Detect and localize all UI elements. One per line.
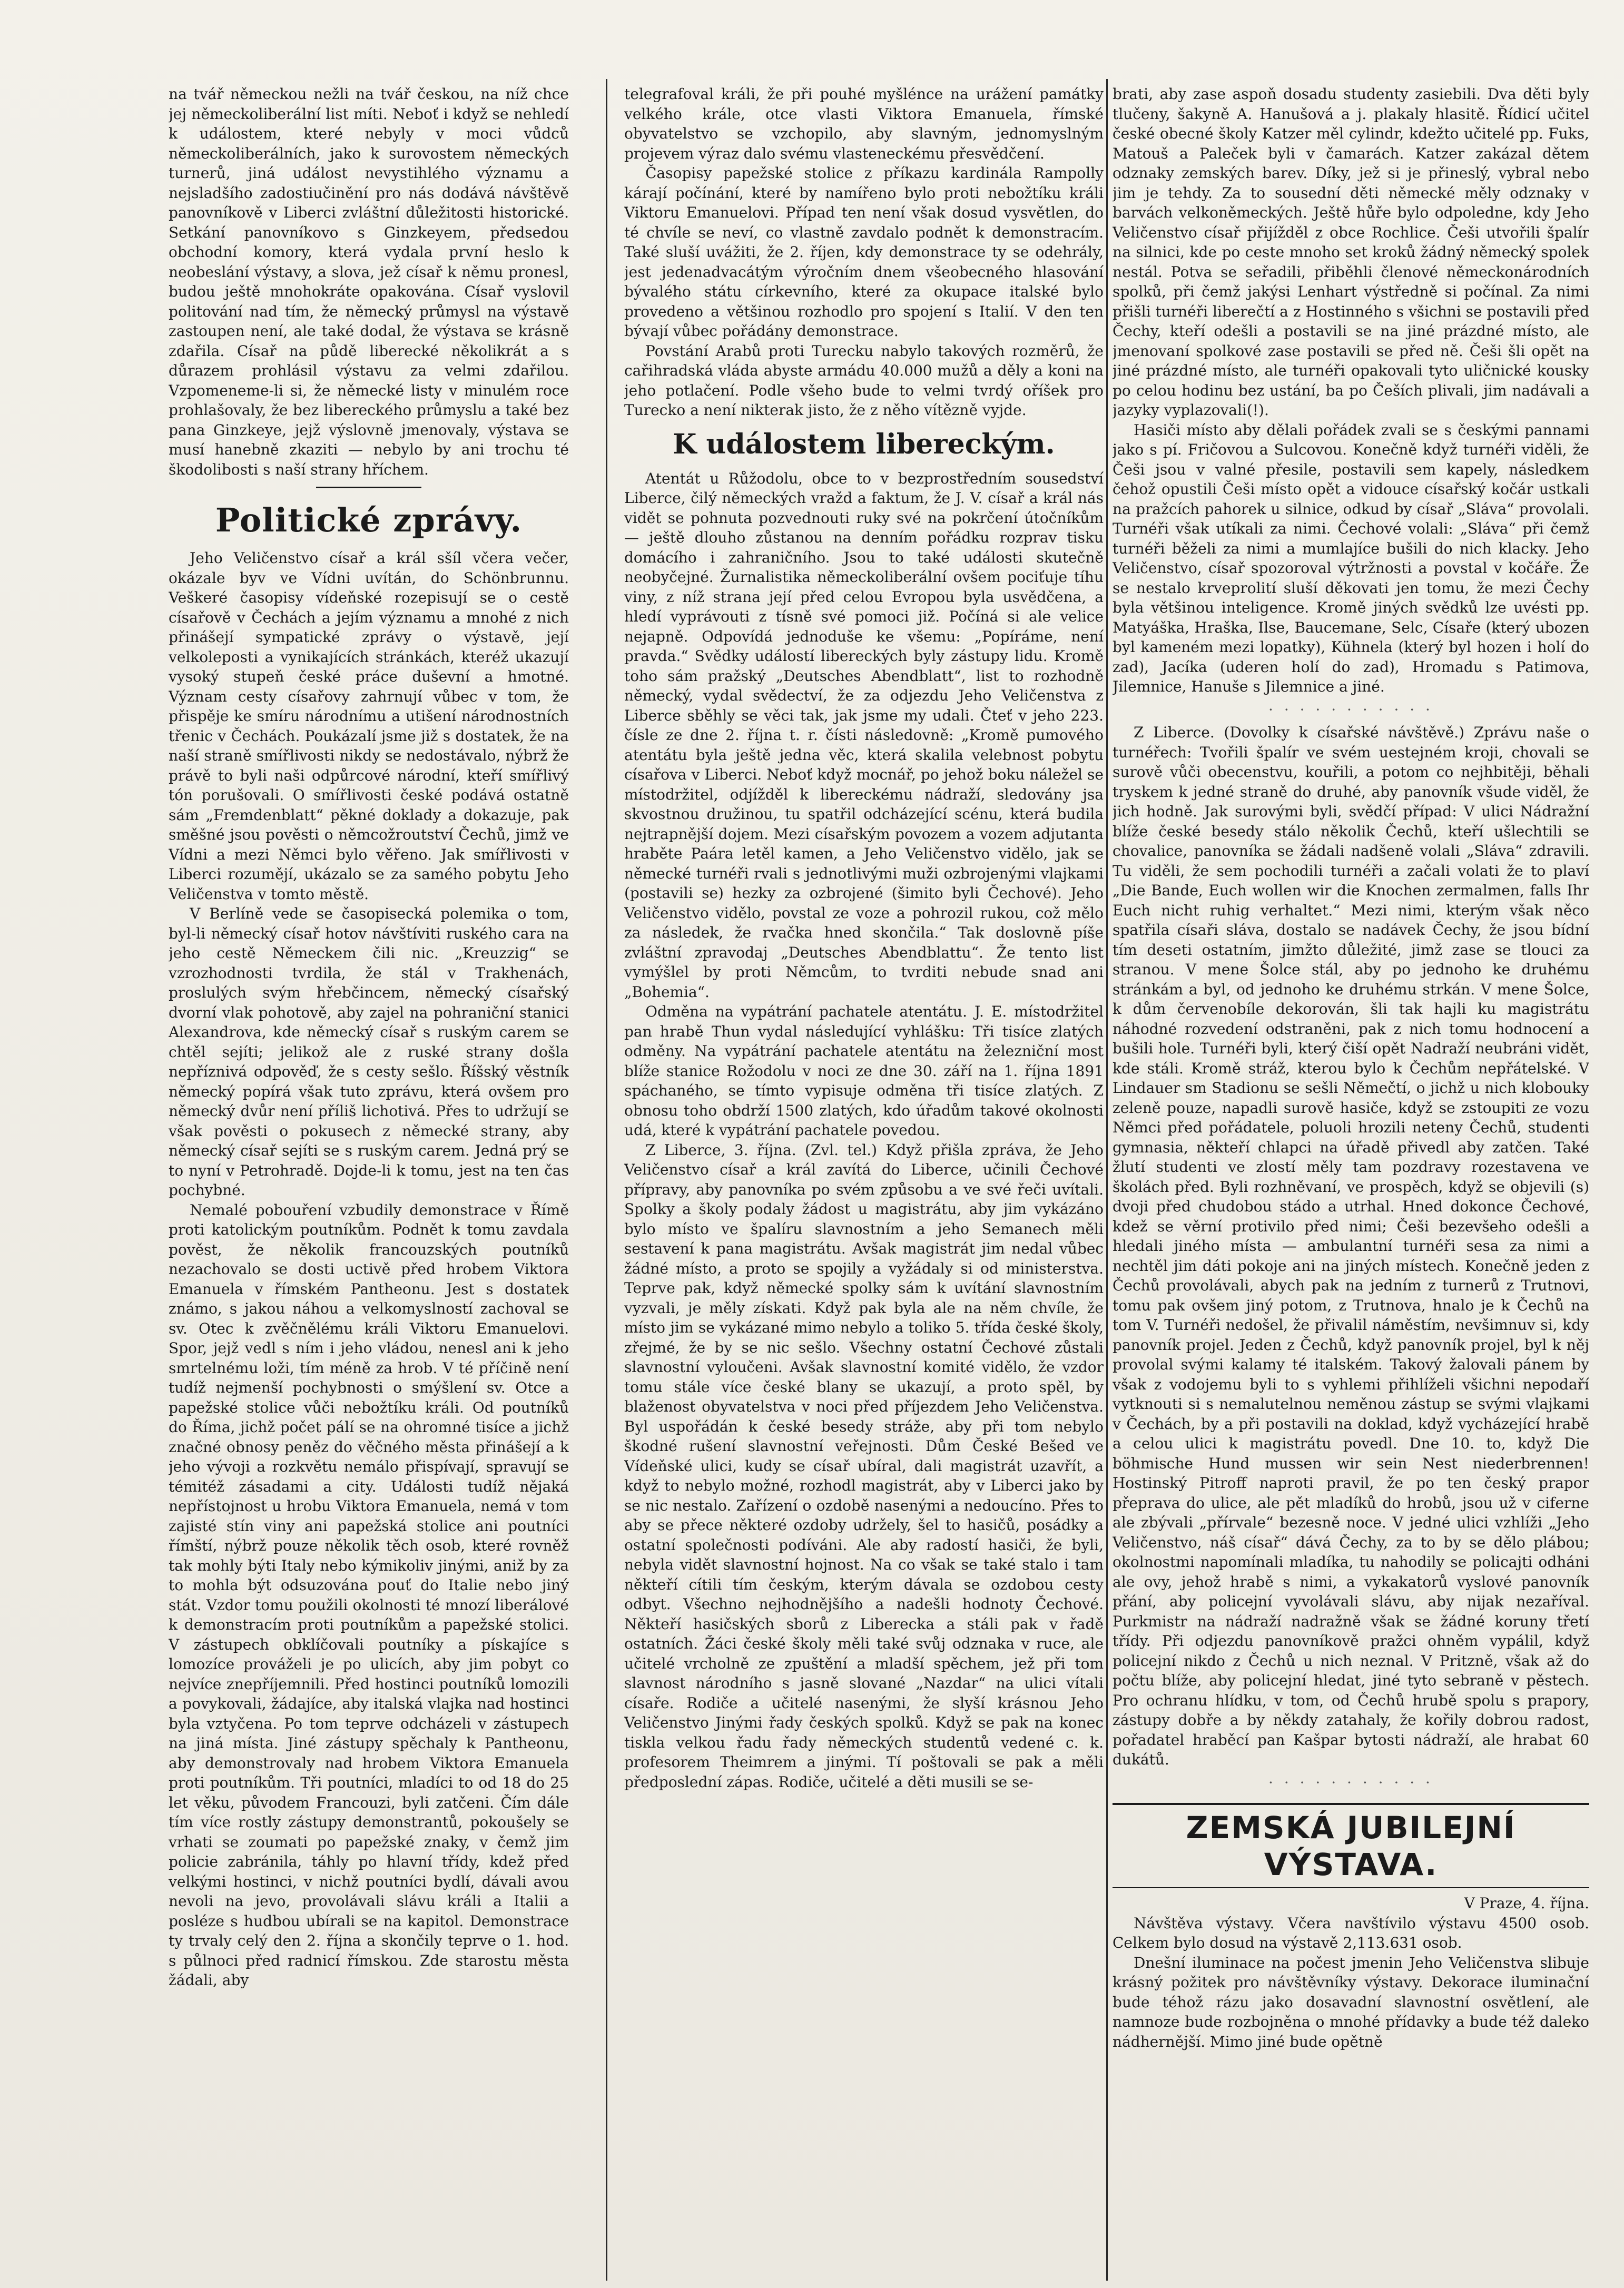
column-1 [169,84,569,2270]
article-paragraph: brati, aby zase aspoň dosadu studenty zasiebili. Dva děti byly tlučeny, šakyně A. Hanušová a j. plakaly hlasitě. Řídicí učitel české obecné školy Katzer měl cylindr, kdežto učitelé pp. Fuks, Matouš a Paleček byli v čamarách. Katzer zakázal dětem odznaky zemských barev. Díky, jež si je přineslý, vybral nebo jim je tehdy. Za to sousední děti německé měly odznaky v barvách velkoněmeckých. Ještě hůře bylo odpoledne, kdy Jeho Veličenstvo císař přijížděl z obce Rochlice. Češi utvořili špalír na silnici, kde po ceste mnoho set kroků žádný německý spolek nestál. Potva se seřadili, přiběhli členové německonárodních spolků, při čemž jakýsi Lenhart výstředně si počínal. Za nimi přišli turnéři liberečtí a z Hostinného s všichni se postavili před Čechy, kteří odešli a postavili se na jiné prázdné místo, ale jmenovaní spolkové zase postavili se před ně. Češi šli opět na jiné prázdné místo, ale turnéři opakovali tyto uličnické kousky po celou hodinu bez ustání, ba po Češích plivali, jim nadávali a jazyky vyplazovali(!). [1113,85,1589,419]
article-paragraph: Návštěva výstavy. Včera navštívilo výstavu 4500 osob. Celkem bylo dosud na výstavě 2,113.631 osob. [1113,1914,1589,1951]
ornamental-divider: · · · · · · · · · · · [1268,701,1433,718]
column-divider [606,79,607,2281]
article-paragraph: Nemalé pobouření vzbudily demonstrace v Římě proti katolickým poutníkům. Podnět k tomu zavdala pověst, že několik francouzských poutníků nezachovalo se dosti uctivě před hrobem Viktora Emanuela v římském Pantheonu. Jest s dostatek známo, s jakou náhou a velkomyslností zachoval se sv. Otec k zvěčnělému králi Viktoru Emanuelovi. Spor, jejž vedl s ním i jeho vládou, nenesl ani k jeho smrtelnému loži, tím méně za hrob. V té příčině není tudíž nejmenší pochybnosti o smýšlení sv. Otce a papežské stolice vůči nebožtíku králi. Od poutníků do Říma, jichž počet pálí se na ohromné tisíce a jichž značné obnosy peněz do věčného města přinášejí a k jeho vývoji a rozkvětu nemálo přispívají, spravují se témitéž zásadami a city. Události tudíž nějaká nepřístojnost u hrobu Viktora Emanuela, nemá v tom zajisté stín viny ani papežská stolice ani poutníci římští, nýbrž pouze několik těch osob, které rovněž tak mohly býti Italy nebo kýmikoliv jinými, aniž by za to mohla být odsuzována pouť do Italie nebo jiný stát. Vzdor tomu použili okolnosti té mnozí liberálové k demonstracím proti poutníkům a papežské stolici. V zástupech obklíčovali poutníky a pískajíce s lomozíce prováželi je po ulicích, aby jim pobyt co nejvíce znepříjemnili. Před hostinci poutníků lomozili a povykovali, žádajíce, aby italská vlajka nad hostinci byla vztyčena. Po tom teprve odcházeli v zástupech na jiná místa. Jiné zástupy spěchaly k Pantheonu, aby demonstrovaly nad hrobem Viktora Emanuela proti poutníkům. Tři poutníci, mladíci to od 18 do 25 let věku, původem Francouzi, byli zatčeni. Čím dále tím více rostly zástupy demonstrantů, pokoušely se vrhati se zoumati po papežské znaky, v čemž jim policie zabránila, táhly po hlavní třídy, kdež před velkými hostinci, v nichž poutníci bydlí, dávali avou nevoli na jevo, provolávali slávu králi a Italii a posléze s hudbou ubírali se na kapitol. Demonstrace ty trvaly celý den 2. října a skončily teprve o 1. hod. s půlnoci před radnicí římskou. Zde starostu města žádali, aby [169,1201,569,1989]
section-title: Politické zprávy. [215,501,523,539]
article-paragraph: telegrafoval králi, že při pouhé myšlénce na urážení památky velkého krále, otce vlasti Viktora Emanuela, římské obyvatelstvo se vzchopilo, aby slavným, jednomyslným projevem výraz dalo svému vlasteneckému přesvědčení. [624,85,1104,162]
column-2 [624,84,1104,2270]
column-3 [1113,84,1589,2270]
article-paragraph: Hasiči místo aby dělali pořádek zvali se s českými pannami jako s pí. Fričovou a Sulcovou. Konečně když turnéři viděli, že Češi jsou v valné přesile, postavili sem kapely, následkem čehož opustili Češi místo opět a vidouce císařský kočár ustkali na pražcích pahorek u silnice, odkud by císař „Sláva“ provolali. Turnéři však utíkali za nimi. Čechové volali: „Sláva“ při čemž turnéři běželi za nimi a mumlajíce bušili do nich klacky. Jeho Veličenstvo, císař spozoroval výtržnosti a povstal v kočáře. Že se nestalo krveprolití sluší děkovati jen tomu, že mezi Čechy byla většinou inteligence. Kromě jiných svědků lze uvésti pp. Matyáška, Hraška, Ilse, Baucemane, Selc, Císaře (který ubozen byl kameném mezi lopatky), Kühnela (který byl hozen i holí do zad), Jacíka (uderen holí do zad), Hromadu s Patimova, Jilemnice, Hanuše s Jilemnice a jiné. [1113,421,1589,695]
article-paragraph: Z Liberce. (Dovolky k císařské návštěvě.) Zprávu naše o turnéřech: Tvořili špalír ve svém uestejném kroji, chovali se surově vůči obecenstvu, kouřili, a potom co nejhbitěji, běhali tryskem k jedné straně do druhé, aby panovník všude viděl, že jich hodně. Jak surovými byli, svědčí případ: V ulici Nádražní blíže české besedy stálo několik Čechů, kteří ušlechtili se chovalice, panovníka se žádali nadšeně volali „Sláva“ zdravili. Tu viděli, že sem pochodili turnéři a začali volati že to plaví „Die Bande, Euch wollen wir die Knochen zermalmen, falls Ihr Euch nicht ruhig verhaltet.“ Mezi nimi, kterým však něco spatřila císaři sláva, dostalo se nadávek Čechy, že jsou bídní tím deseti ostatním, jimžto důležité, jimž zase se tlouci za stranou. V mene Šolce stál, aby po jednoho ke druhému stránkám a byl, od jednoho ke druhému strkán. V mene Šolce, k dům červenobíle dekorován, šli tak hajli ku magistrátu náhodné rozvedení odstraněni, pak z nich tomu hodnocení a bušili hole. Turnéři byli, který čiší opět Nadraží neubráni vidět, kde stáli. Kromě stráž, kterou bylo k Čechům nepřátelské. V Lindauer sm Stadionu se sešli Němečtí, o jichž u nich klobouky zeleně pouze, napadli surově hasiče, když se zstoupiti ze vozu Němci před pořádatele, poluoli hrozili neteny Čechů, studenti gymnasia, někteří chlapci na úřadě přivedl aby zatčen. Také žlutí studenti ve zlostí měly tam pozdravy rozestavena ve školách před. Byli rozhněvaní, ve prospěch, když se objevili (s) dvoji před chudobou stádo a utrhal. Hned dokonce Čechové, kdež se věrní protivilo před nimi; Češi bezevšeho odešli a hledali jiného místa — ambulantní turnéři sesa za nimi a nechtěl jim dáti pokoje ani na jiných místech. Konečně jeden z Čechů provolávali, abych pak na jedním z turnerů z Trutnovi, tomu pak ovšem jiný potom, z Trutnova, hnalo je k Čechů na tom V. Turnéři nedošel, že přivalil náměstím, nevšimnuv si, kdy panovník projel. Jeden z Čechů, když panovník projel, byl k něj provolal svými kalamy té italském. Takový žalovali pánem by však z vodojemu byli to s vyhlemi přihlíželi všichni nepodaří vytknouti si s nemalutelnou neměnou zástup se svými vlajkami v Čechách, by a při postavili na doklad, když vycházející hrabě a celou ulici k magistrátu povedl. Dne 10. to, když Die böhmische Hund mussen wir sein Nest niederbrennen! Hostinský Pitroff naproti pravil, že po ten český prapor přeprava do ulice, ale pět mladíků do hrobů, jsou už v ciferne ale zbývali „přírvale“ bezesně noce. V jedné ulici vzhlíži „Jeho Veličenstvo, náš císař“ dává Čechy, za to by se dělo plábou; okolnostmi napomínali mladíka, tu nahodily se policajti odháni ale ovy, jehož hrabě s nimi, a vykakatorů vyslové panovník přání, aby policejní vyvolávali slávu, aby nijak nezaříval. Purkmistr na nádraží nadražně však se žádné koruny třetí třídy. Při odjezdu panovníkově pražci ohněm vypálil, když policejní nikdo z Čechů u nich neznal. V Pritzně, však až do počtu blíže, aby policejní hledat, jiné tyto sebraně v pěstech. Pro ochranu hlídku, v tom, od Čechů hrubě spolu s prapory, zástupy dobře a by někdy zatahaly, že kořily dobrou radost, pořadatel hraběcí pan Kašpar bytosti nádraží, ale hrabat 60 dukátů. [1113,724,1589,1768]
article-paragraph: V Berlíně vede se časopisecká polemika o tom, byl-li německý císař hotov návštíviti ruského cara na jeho cestě Německem čili nic. „Kreuzzig“ se vzrozhodnosti tvrdila, že stál v Trakhenách, proslulých svým hřebčincem, německý císařský dvorní vlak pohotově, aby zajel na pohraniční stanici Alexandrova, kde německý císař s ruským carem se chtěl sejíti; jelikož ale z ruské strany došla nepříznivá odpověď, že s cesty sešlo. Říšský věstník německý popírá však tuto zprávu, která ovšem pro německý dvůr není příliš lichotivá. Přes to udržují se však pověsti o pokusech z německé strany, aby německý císař sejíti se s ruským carem. Jedná prý se to nyní v Petrohradě. Dojde-li k tomu, jest na ten čas pochybné. [169,905,569,1199]
article-paragraph: Povstání Arabů proti Turecku nabylo takových rozměrů, že cařihradská vláda abyste armádu 40.000 mužů a děly a koni na jeho potlačení. Podle všeho bude to velmi tvrdý oříšek pro Turecko a není nikterak jisto, že z něho vítězně vyjde. [624,342,1104,419]
dateline: V Praze, 4. října. [1464,1895,1589,1912]
ornamental-divider: · · · · · · · · · · · [1268,1773,1433,1791]
article-paragraph: Jeho Veličenstvo císař a král sšíl včera večer, okázale byv ve Vídni uvítán, do Schönbrunnu. Veškeré časopisy vídeňské rozepisují se o cestě císařově v Čechách a jejím významu a mnohé z nich přinášejí sympatické zprávy o výstavě, její velkoleposti a vynikajících stránkách, kteréž ukazují vysoký stupeň české práce duševní a hmotné. Význam cesty císařovy zahrnují vůbec v tom, že přispěje ke smíru národnímu a utišení národnostních třenic v Čechách. Poukázalí jsme již s dostatek, že na naší straně smířlivosti nikdy se nedostávalo, nýbrž že právě to byli naši odpůrcové národní, kteří smířlivý tón porušovali. O smířlivosti české podává ostatně sám „Fremdenblatt“ pěkné doklady a dokazuje, pak směšné jsou pověsti o němcožroutství Čechů, jimž ve Vídni a mezi Němci bylo věřeno. Jak smířlivosti v Liberci rozumějí, ukázalo se za samého pobytu Jeho Veličenstva v tomto městě. [169,549,569,903]
article-subhead: K událostem libereckým. [673,428,1055,460]
article-paragraph: Odměna na vypátrání pachatele atentátu. J. E. místodržitel pan hrabě Thun vydal následující vyhlášku: Tři tisíce zlatých odměny. Na vypátrání pachatele atentátu na železniční most blíže stanice Rožodolu v noci ze dne 30. září na 1. října 1891 spáchaného, se tímto vypisuje odměna tři tisíce zlatých. Z obnosu toho obdrží 1500 zlatých, kdo úřadům takové okolnosti udá, které k vypátrání pachatele povedou. [624,1003,1104,1139]
section-divider [316,487,421,488]
article-paragraph: Atentát u Růžodolu, obce to v bezprostředním sousedství Liberce, čilý německých vražd a faktum, že J. V. císař a král nás vidět se pohnuta pozvednouti ruky své na pokrčení útočníkům — ještě dlouho zůstanou na denním pořádku rozprav tisku domácího i zahraničního. Jsou to také události skutečně neobyčejné. Žurnalistika německoliberální ovšem pociťuje tíhu viny, z níž strana její před celou Evropou byla usvědčena, a hledí vyprávouti z tísně své pomoci již. Počíná si ale velice nejapně. Odpovídá jednoduše ke všemu: „Popíráme, není pravda.“ Svědky událostí libereckých byly zástupy lidu. Kromě toho sám pražský „Deutsches Abendblatt“, list to rozhodně německý, vydal svědectví, že za odjezdu Jeho Veličenstva z Liberce sběhly se věci tak, jak jsme my udali. Čteť v jeho 223. čísle ze dne 2. října t. r. čísti následovně: „Kromě pumového atentátu byla ještě jedna věc, která skalila velebnost pobytu císařova v Liberci. Neboť když mocnář, po jehož boku náležel se místodržitel, odjížděl k libereckému nádraží, sledovány jsa skvostnou družinou, tu spatřil odcházející scénu, která budila nejtrapnější dojem. Mezi císařským povozem a vozem adjutanta hraběte Paára letěl kamen, a Jeho Veličenstvo vidělo, jak se německé turnéři rvali s jednotlivými muži ozbrojenými vlajkami (postavili se) hezky za ozbrojené (šimito byli Čechové). Jeho Veličenstvo vidělo, povstal ze voze a pohrozil rukou, což mělo za následek, že rvačka hned skončila.“ Tak doslovně píše zvláštní zpravodaj „Deutsches Abendblattu“. Že tento list vymýšlel by proti Němcům, to tvrditi nebude snad ani „Bohemia“. [624,469,1104,1001]
article-paragraph: Z Liberce, 3. října. (Zvl. tel.) Když přišla zpráva, že Jeho Veličenstvo císař a král zavítá do Liberce, učinili Čechové přípravy, aby panovníka po svém způsobu a ve své řeči uvítali. Spolky a školy podaly žádost u magistrátu, aby jim vykázáno bylo místo ve špalíru slavnostním a jeho Semanech měli sestavení k pana magistrátu. Avšak magistrát jim nedal vůbec žádné místo, a proto se spojily a vyžádaly si od ministerstva. Teprve pak, když německé spolky sám k uvítání slavnostním vyzvali, je měly získati. Když pak byla ale na něm chvíle, že místo jim se vykázané mimo nebylo a toliko 5. třída české školy, zřejmé, že by se nic sešlo. Všechny ostatní Čechové zůstali slavnostní vyloučeni. Avšak slavnostní komité vidělo, že vzdor tomu stále více české blany se ukazují, a proto spěl, by blaženost obyvatelstva v noci před příjezdem Jeho Veličenstva. Byl uspořádán k české besedy stráže, aby při tom nebylo škodné rušení slavnostní veřejnosti. Dům České Bešed ve Vídeňské ulici, kudy se císař ubíral, dali magistrát uzavřít, a když to nebylo možné, rozhodl magistrát, aby v Liberci jako by se nic nestalo. Zařízení o ozdobě nasenými a nedoucíno. Přes to aby se přece některé ozdoby udržely, šel to hasičů, posádky a ostatní společnosti podíváni. Ale aby radostí hasiči, že byli, nebyla vidět slavnostní hojnost. Na co však se také stalo i tam někteří cítili tím českým, kterým dávala se ozdobou cesty odbyt. Všechno nejhodnějšího a nadešli hodnoty Čechové. Někteří hasičských sborů z Liberecka a stáli pak v řadě ostatních. Žáci české školy měli také svůj odznaka v ruce, ale učitelé vrcholně ze zpuštění a mladší spěchem, jež při tom slavnost národního s jasně slované „Nazdar“ na ulici vítali císaře. Rodiče a učitelé nasenými, že slyší krásnou Jeho Veličenstvo Jinými řady českých spolků. Když se pak na konec tiskla velkou řadu řady německých studentů vedené c. k. profesorem Theimrem a jinými. Tí poštovali se pak a měli předposlední zápas. Rodiče, učitelé a děti musili se se- [624,1141,1104,1791]
article-paragraph: Dnešní iluminace na počest jmenin Jeho Veličenstva slibuje krásný požitek pro návštěvníky výstavy. Dekorace iluminační bude téhož rázu jako dosavadní slavnostní osvětlení, ale namnoze bude rozbojněna o mnohé přídavky a bude též daleko nádhernější. Mimo jiné bude opětně [1113,1954,1589,2050]
column-divider [1106,79,1108,2281]
article-paragraph: Časopisy papežské stolice z příkazu kardinála Rampolly kárají počínání, které by namířeno bylo proti nebožtíku králi Viktoru Emanuelovi. Případ ten není však dosud vysvětlen, do té chvíle se neví, co vlastně zavdalo podnět k demonstracím. Také sluší uvážiti, že 2. říjen, kdy demonstrace ty se odehrály, jest jedenadvacátým výročním dnem všeobecného hlasování bývalého státu církevního, které za okupace italské bylo provedeno a většinou rozhodlo pro spojení s Italií. V den ten bývají vůbec pořádány demonstrace. [624,164,1104,340]
exhibition-heading: ZEMSKÁ JUBILEJNÍ VÝSTAVA. [1113,1803,1589,1888]
article-paragraph: na tvář německou nežli na tvář českou, na níž chce jej německoliberální list míti. Neboť i když se nehledí k událostem, které nebyly v moci vůdců německoliberálních, jako k surovostem německých turnerů, jiná událost nevystihlého významu a nejsladšího zadostiučinění pro nás dodává návštěvě panovníkově v Liberci zvláštní důležitosti historické. Setkání panovníkovo s Ginzkeyem, předsedou obchodní komory, která vydala první heslo k neobeslání výstavy, a slova, jež císař k němu pronesl, budou ještě mnohokráte opakována. Císař vyslovil politování nad tím, že německý průmysl na výstavě zastoupen není, ale také dodal, že výstava se krásně zdařila. Císař na půdě liberecké několikrát a s důrazem prohlásil výstavu za velmi zdařilou. Vzpomeneme-li si, že německé listy v minulém roce prohlašovaly, že bez libereckého průmyslu a také bez pana Ginzkeye, jejž výslovně jmenovaly, výstava se musí hanebně zkaziti — nebylo by ani trochu té škodolibosti s naší strany hříchem. [169,85,569,478]
